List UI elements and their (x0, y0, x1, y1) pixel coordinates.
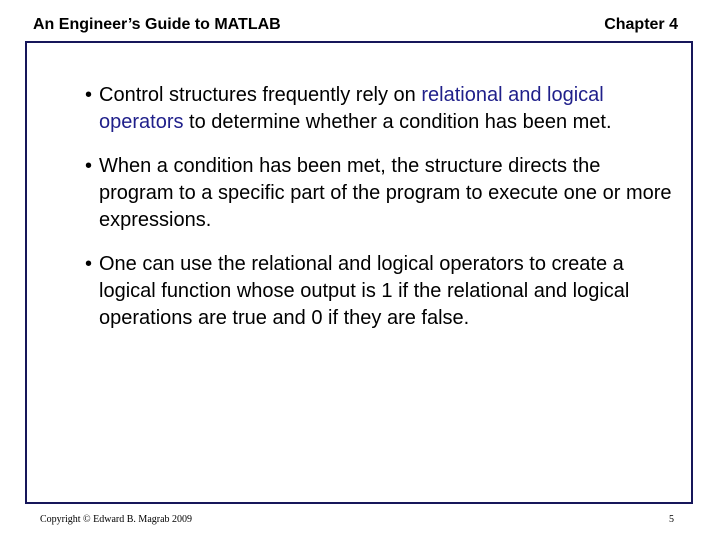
bullet-item-3 (85, 251, 675, 332)
bullet-marker: • (85, 84, 93, 106)
bullet-text-pre: Control structures frequently rely on (99, 84, 422, 106)
bullet-item-2 (85, 153, 675, 234)
copyright-notice: Copyright © Edward B. Magrab 2009 (40, 514, 193, 525)
chapter-label: Chapter 4 (604, 16, 678, 33)
bullet-marker: • (85, 253, 93, 275)
page-number: 5 (669, 514, 674, 525)
bullet-text-post: to determine whether a condition has been met. (183, 111, 612, 133)
bullet-text: When a condition has been met, the structure directs the program to a specific part of the program to execute one or more expressions. (99, 155, 672, 231)
bullet-text: One can use the relational and logical operators to create a logical function whose output is 1 if the relational and logical operations are true and 0 if they are false. (99, 253, 630, 329)
bullet-list (85, 82, 675, 349)
document-title: An Engineer’s Guide to MATLAB (33, 16, 281, 33)
highlighted-term: relational and logical operators (99, 84, 604, 133)
bullet-item-1 (85, 82, 675, 136)
bullet-marker: • (85, 155, 93, 177)
